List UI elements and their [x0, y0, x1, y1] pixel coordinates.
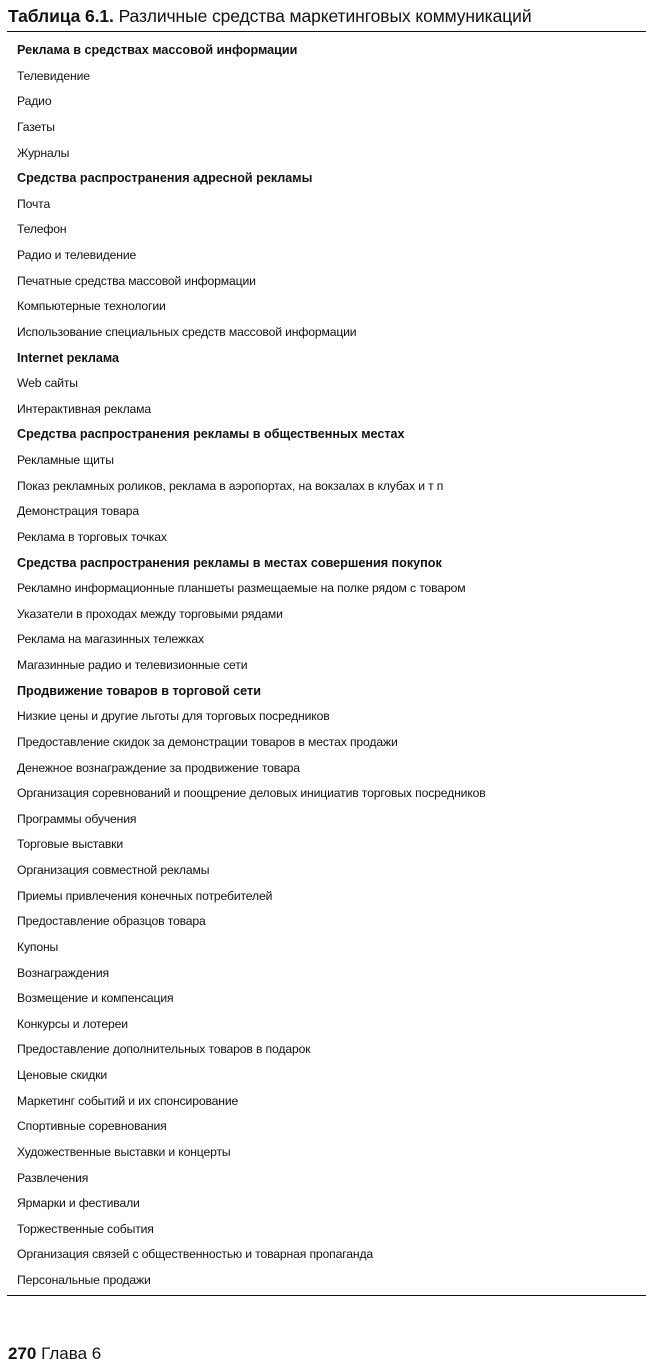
table-row: Указатели в проходах между торговыми рядами — [17, 606, 283, 621]
table-row: Реклама в торговых точках — [17, 529, 167, 544]
table-row: Ценовые скидки — [17, 1068, 108, 1082]
table-rows — [17, 38, 645, 1294]
table-row: Магазинные радио и телевизионные сети — [17, 658, 248, 672]
table-row: Денежное вознаграждение за продвижение товара — [17, 760, 300, 775]
table-row: Интерактивная реклама — [17, 401, 152, 416]
table-row: Использование специальных средств массовой информации — [17, 324, 357, 339]
section-heading: Реклама в средствах массовой информации — [17, 43, 298, 57]
table-row: Купоны — [17, 939, 59, 954]
table-row: Рекламные щиты — [17, 453, 114, 467]
section-heading: Internet реклама — [17, 350, 119, 365]
table-row: Развлечения — [17, 1170, 89, 1185]
table-row: Ярмарки и фестивали — [17, 1196, 140, 1211]
table-label: Таблица 6.1. — [8, 6, 114, 26]
table-row: Предоставление дополнительных товаров в подарок — [17, 1042, 311, 1057]
bottom-rule — [7, 1295, 646, 1296]
table-row: Торговые выставки — [17, 837, 124, 852]
table-row: Показ рекламных роликов, реклама в аэропортах, на вокзалах в клубах и т п — [17, 478, 444, 493]
table-caption — [8, 4, 648, 28]
chapter-label: Глава 6 — [41, 1344, 102, 1363]
table-row: Конкурсы и лотереи — [17, 1016, 128, 1031]
table-row: Низкие цены и другие льготы для торговых посредников — [17, 709, 330, 724]
table-row: Демонстрация товара — [17, 504, 139, 519]
table-row: Организация связей с общественностью и товарная пропаганда — [17, 1247, 374, 1262]
table-row: Приемы привлечения конечных потребителей — [17, 888, 273, 903]
table-row: Радио и телевидение — [17, 248, 137, 262]
table-row: Организация совместной рекламы — [17, 863, 210, 877]
page-number: 270 — [8, 1344, 37, 1363]
section-heading: Продвижение товаров в торговой сети — [17, 683, 261, 698]
table-title: Различные средства маркетинговых коммуникаций — [118, 6, 532, 26]
table-row: Газеты — [17, 119, 55, 134]
page-footer — [8, 1343, 101, 1365]
table-row: Программы обучения — [17, 811, 137, 826]
section-heading: Средства распространения рекламы в местах совершения покупок — [17, 555, 442, 570]
section-heading: Средства распространения рекламы в общественных местах — [17, 427, 405, 442]
table-row: Художественные выставки и концерты — [17, 1144, 231, 1159]
table-row: Предоставление образцов товара — [17, 914, 206, 929]
table-row: Реклама на магазинных тележках — [17, 632, 204, 647]
table-row: Печатные средства массовой информации — [17, 273, 256, 288]
section-heading: Средства распространения адресной рекламы — [17, 171, 313, 186]
table-row: Радио — [17, 94, 52, 109]
table-row: Рекламно информационные планшеты размещаемые на полке рядом с товаром — [17, 581, 466, 596]
table-row: Журналы — [17, 145, 70, 160]
table-row: Торжественные события — [17, 1221, 154, 1236]
table-row: Возмещение и компенсация — [17, 991, 174, 1006]
table-row: Телевидение — [17, 68, 90, 83]
top-rule — [7, 31, 646, 32]
table-row: Телефон — [17, 222, 67, 237]
table-row: Маркетинг событий и их спонсирование — [17, 1093, 239, 1108]
table-row: Компьютерные технологии — [17, 299, 166, 314]
table-row: Почта — [17, 196, 51, 211]
table-row: Web сайты — [17, 376, 78, 391]
table-row: Персональные продажи — [17, 1273, 151, 1287]
table-row: Спортивные соревнования — [17, 1119, 167, 1134]
table-row: Вознаграждения — [17, 965, 109, 980]
table-row: Организация соревнований и поощрение деловых инициатив торговых посредников — [17, 786, 486, 801]
table-row: Предоставление скидок за демонстрации товаров в местах продажи — [17, 734, 398, 749]
